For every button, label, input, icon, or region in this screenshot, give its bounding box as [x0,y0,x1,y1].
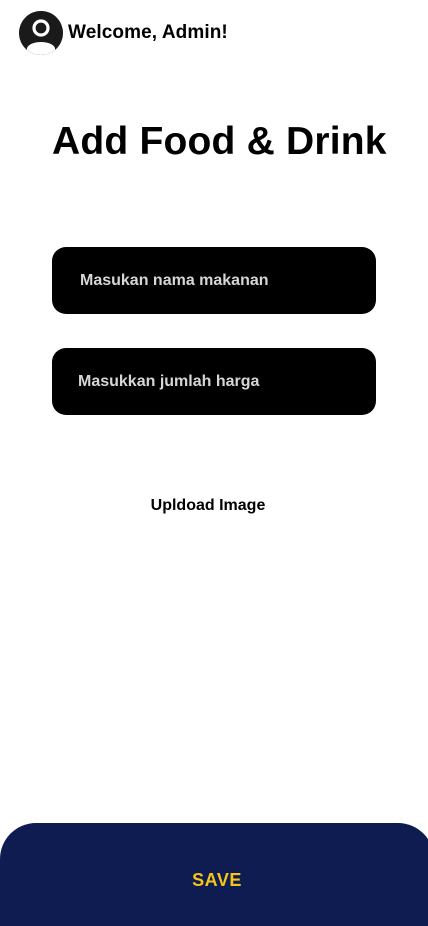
page-title: Add Food & Drink [52,120,387,163]
food-name-input[interactable] [80,247,376,314]
save-button[interactable] [0,823,428,926]
header [19,11,228,54]
price-field[interactable] [52,348,376,415]
welcome-text: Welcome, Admin! [68,21,228,43]
save-button-label: SAVE [192,870,242,890]
user-circle-icon[interactable] [19,11,63,55]
avatar-graphic [19,11,63,55]
upload-image-button[interactable]: Upldoad Image [150,497,266,514]
price-input[interactable] [78,348,376,415]
food-name-field[interactable] [52,247,376,314]
